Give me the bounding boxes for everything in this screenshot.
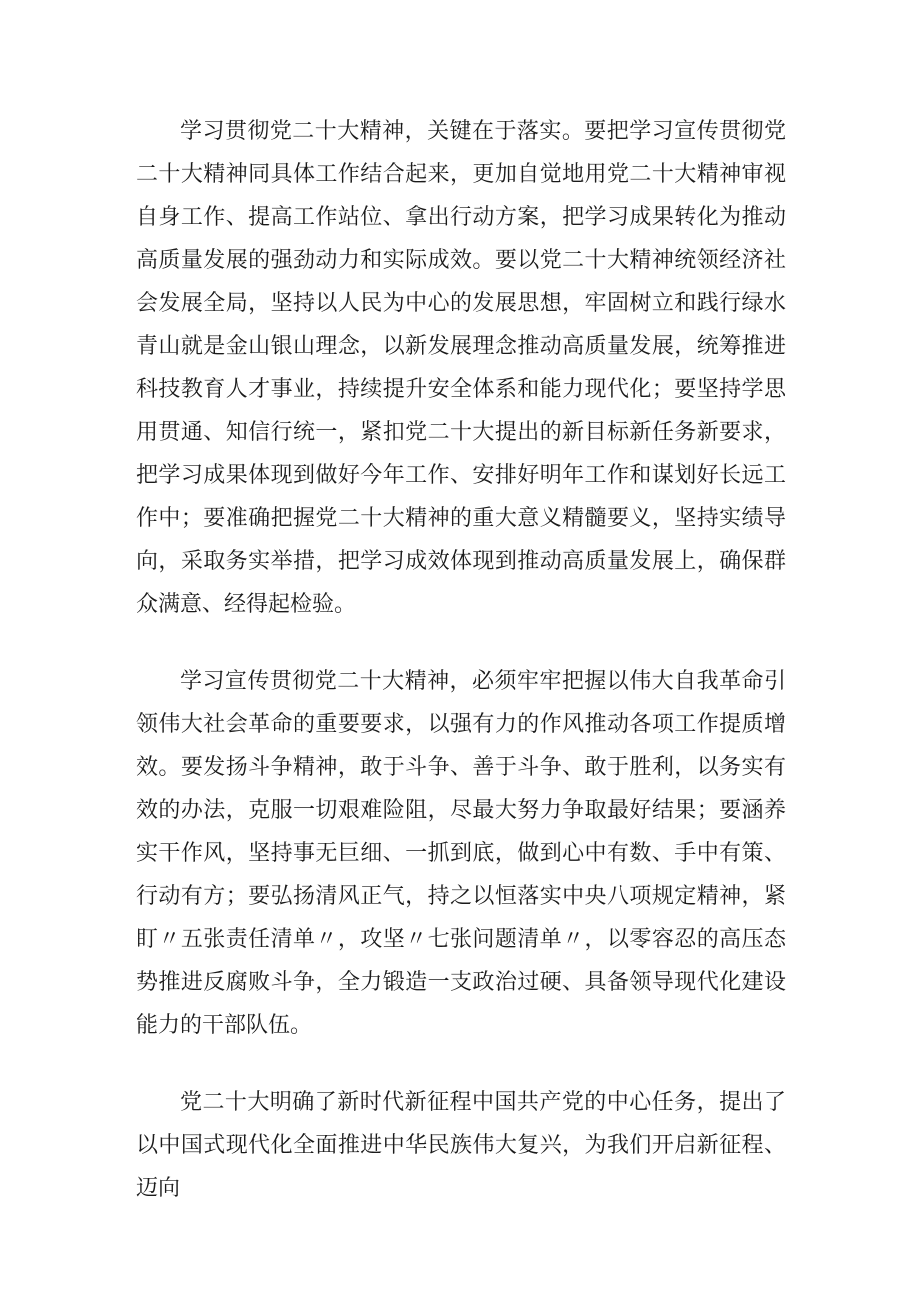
document-body: [136, 110, 786, 1210]
paragraph-3: 党二十大明确了新时代新征程中国共产党的中心任务，提出了以中国式现代化全面推进中华民族伟大复兴，为我们开启新征程、迈向: [136, 1090, 786, 1201]
paragraph-2: 学习宣传贯彻党二十大精神，必须牢牢把握以伟大自我革命引领伟大社会革命的重要要求，以强有力的作风推动各项工作提质增效。要发扬斗争精神，敢于斗争、善于斗争、敢于胜利，以务实有效的办法，克服一切艰难险阻，尽最大努力争取最好结果；要涵养实干作风，坚持事无巨细、一抓到底，做到心中有数、手中有策、行动有方；要弘扬清风正气，持之以恒落实中央八项规定精神，紧盯〃五张责任清单〃，攻坚〃七张问题清单〃，以零容忍的高压态势推进反腐败斗争，全力锻造一支政治过硬、具备领导现代化建设能力的干部队伍。: [136, 669, 786, 1038]
paragraph-1: 学习贯彻党二十大精神，关键在于落实。要把学习宣传贯彻党二十大精神同具体工作结合起来，更加自觉地用党二十大精神审视自身工作、提高工作站位、拿出行动方案，把学习成果转化为推动高质量发展的强劲动力和实际成效。要以党二十大精神统领经济社会发展全局，坚持以人民为中心的发展思想，牢固树立和践行绿水青山就是金山银山理念，以新发展理念推动高质量发展，统筹推进科技教育人才事业，持续提升安全体系和能力现代化；要坚持学思用贯通、知信行统一，紧扣党二十大提出的新目标新任务新要求，把学习成果体现到做好今年工作、安排好明年工作和谋划好长远工作中；要准确把握党二十大精神的重大意义精髓要义，坚持实绩导向，采取务实举措，把学习成效体现到推动高质量发展上，确保群众满意、经得起检验。: [136, 119, 786, 617]
